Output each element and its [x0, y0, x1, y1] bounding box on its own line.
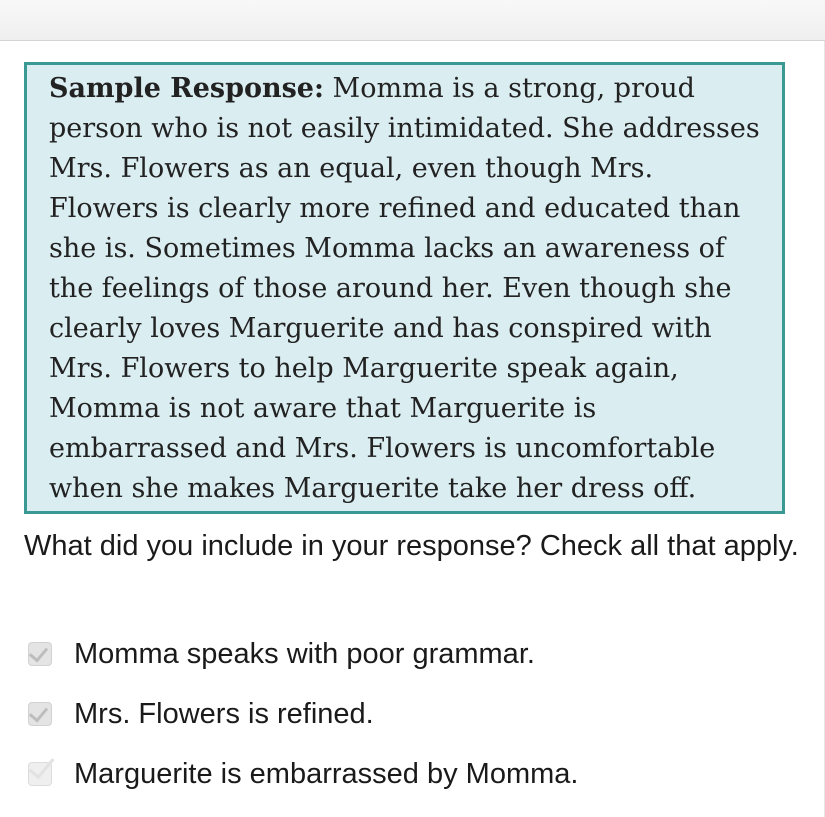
question-prompt: What did you include in your response? Check all that apply. [24, 530, 799, 562]
checkmark-icon [28, 752, 54, 780]
sample-response-label: Sample Response: [49, 73, 324, 104]
checkbox-poor-grammar[interactable] [28, 642, 52, 666]
option-flowers-refined[interactable] [28, 694, 374, 734]
checkmark-icon [29, 702, 48, 722]
option-label: Momma speaks with poor grammar. [74, 637, 535, 670]
checkbox-flowers-refined[interactable] [28, 702, 52, 726]
option-label: Mrs. Flowers is refined. [74, 697, 374, 730]
option-label: Marguerite is embarrassed by Momma. [74, 757, 579, 790]
top-toolbar [0, 0, 825, 41]
checkbox-marguerite-embarrassed[interactable] [28, 762, 52, 786]
option-marguerite-embarrassed[interactable] [28, 754, 578, 794]
sample-response-box [24, 62, 785, 514]
sample-response-text: Momma is a strong, proud person who is not easily intimidated. She addresses Mrs. Flowers as an equal, even though Mrs. Flowers is clearly more refined and educated than she is. Sometimes Momma lacks an awareness of the feelings of those around her. Even though she clearly loves Marguerite and has conspired with Mrs. Flowers to help Marguerite speak again, Momma is not aware that Marguerite is embarrassed and Mrs. Flowers is uncomfortable when she makes Marguerite take her dress off. [49, 73, 760, 504]
option-poor-grammar[interactable] [28, 634, 535, 674]
checkmark-icon [29, 642, 48, 662]
